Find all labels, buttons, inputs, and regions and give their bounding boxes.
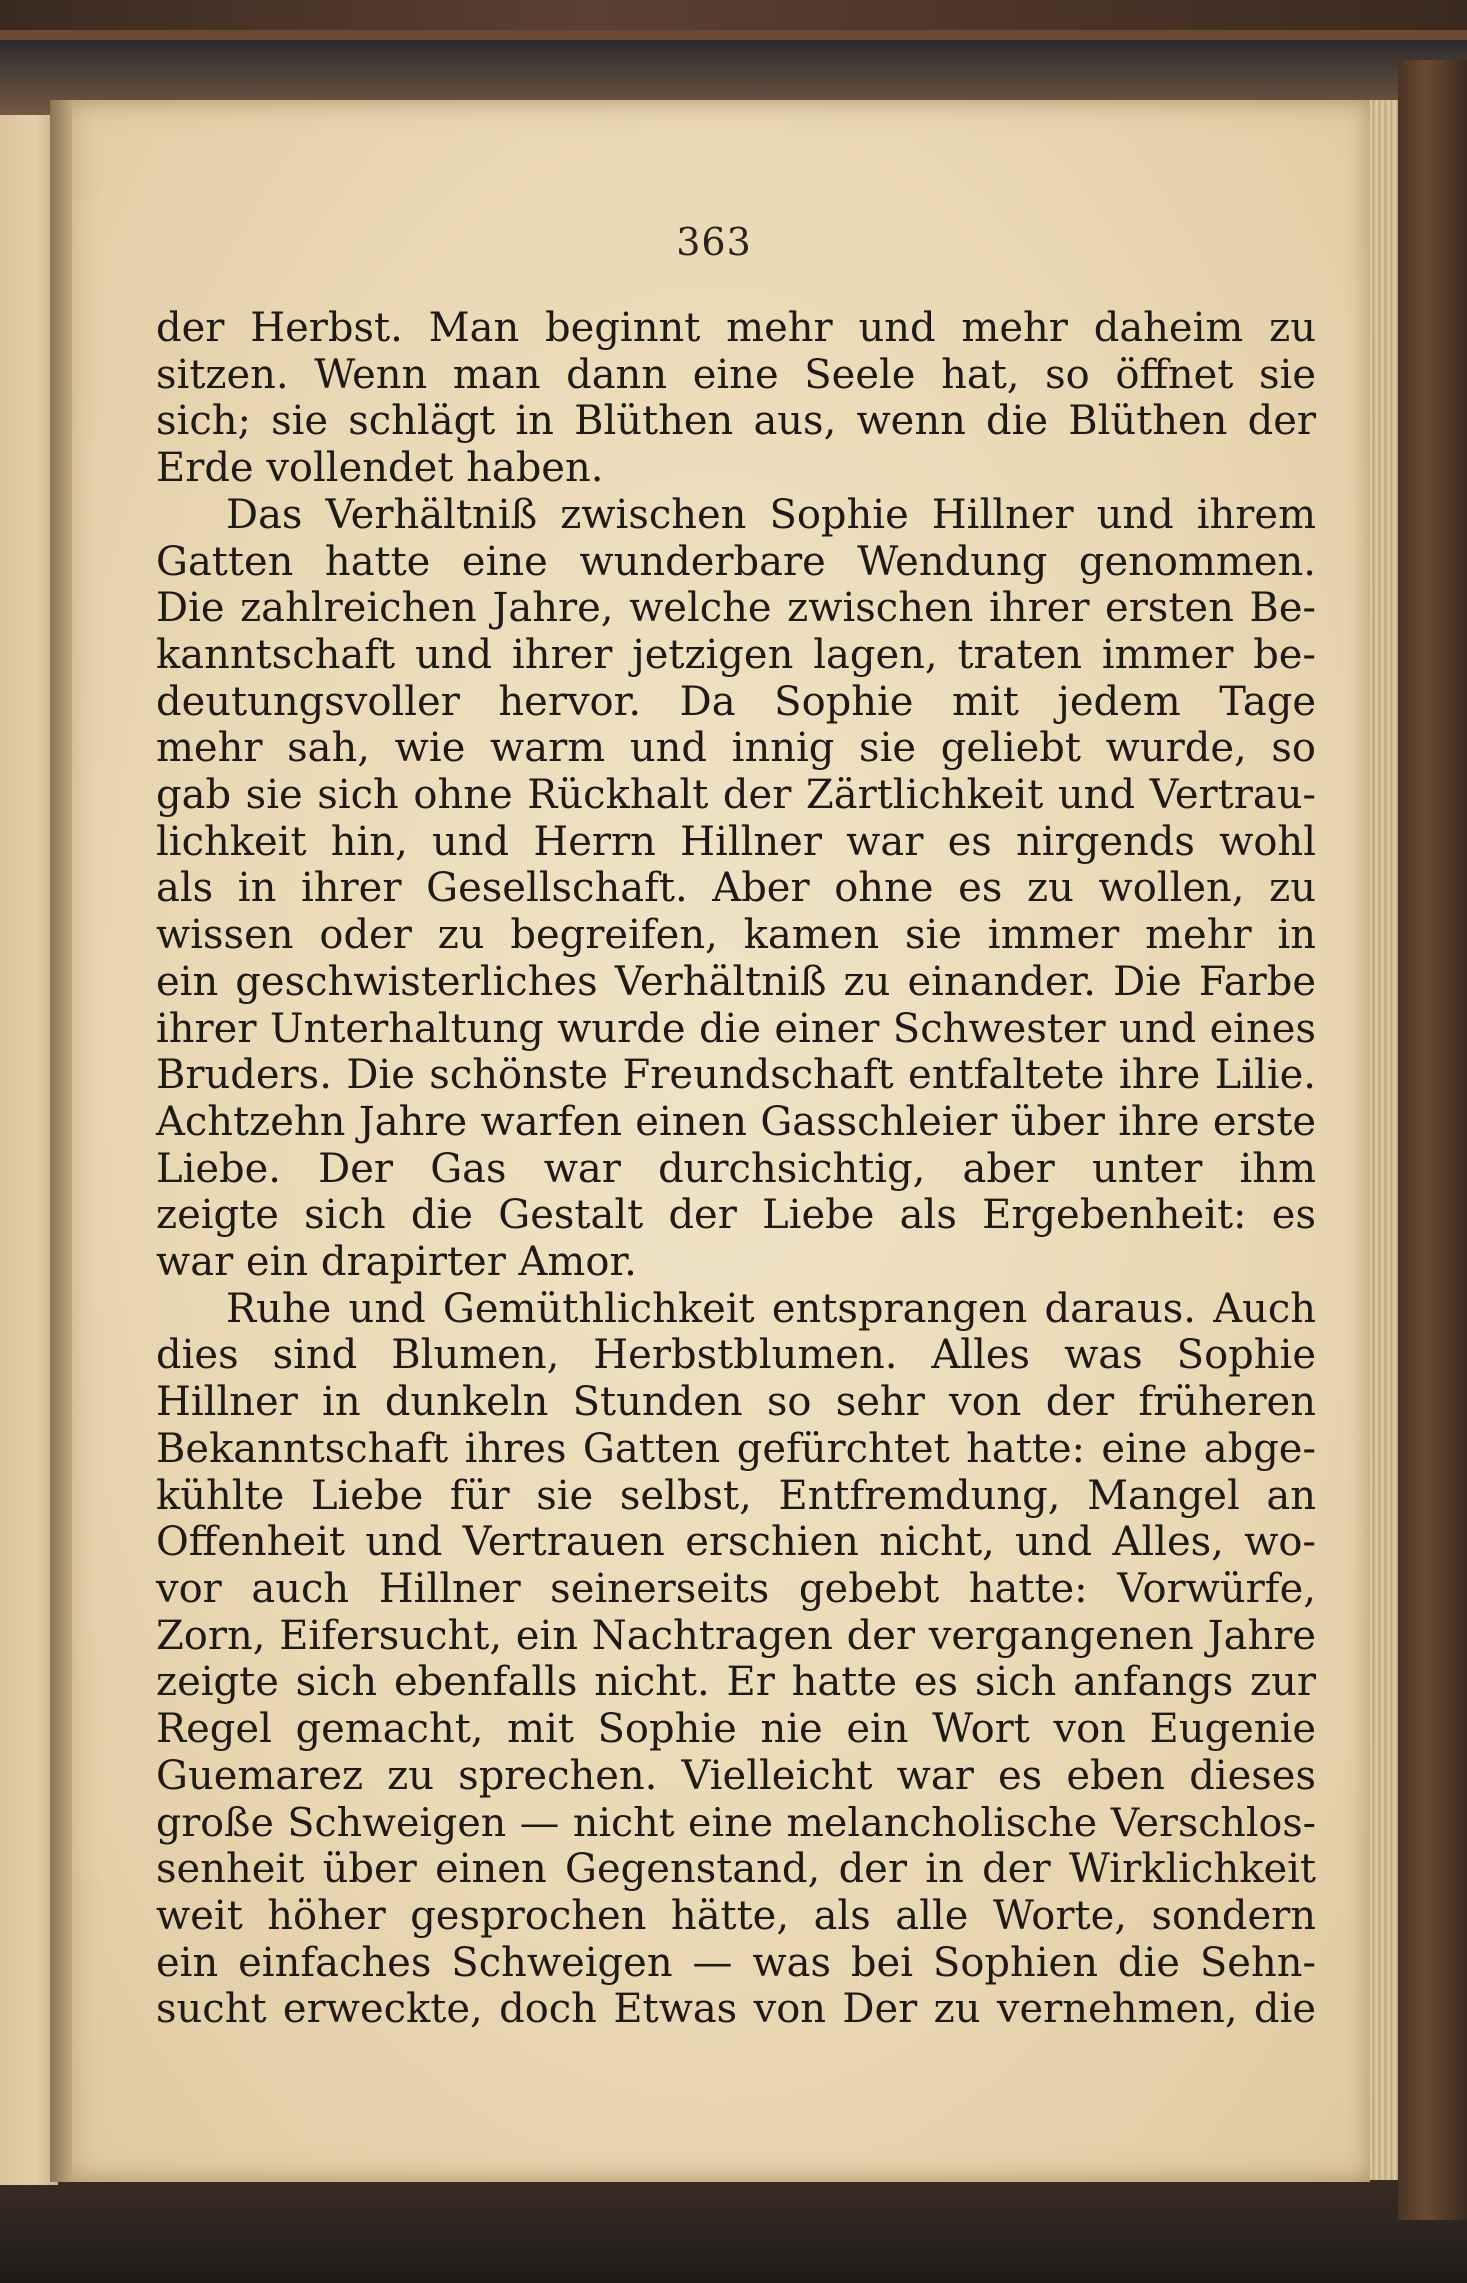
text-line: Hillner in dunkeln Stunden so sehr von der früheren: [156, 1379, 1316, 1426]
text-line: zeigte sich ebenfalls nicht. Er hatte es sich anfangs zur: [156, 1659, 1316, 1706]
paragraph-1: [156, 305, 1316, 492]
text-line: der Herbst. Man beginnt mehr und mehr daheim zu: [156, 305, 1316, 351]
paragraph-2: [156, 492, 1316, 1286]
text-line: Achtzehn Jahre warfen einen Gasschleier über ihre erste: [156, 1098, 1316, 1145]
text-line: Bruders. Die schönste Freundschaft entfaltete ihre Lilie.: [156, 1052, 1316, 1099]
text-line: Die zahlreichen Jahre, welche zwischen ihrer ersten Be-: [156, 585, 1316, 632]
text-line: lichkeit hin, und Herrn Hillner war es nirgends wohl: [156, 818, 1316, 865]
text-line: Bekanntschaft ihres Gatten gefürchtet hatte: eine abge-: [156, 1425, 1316, 1472]
text-line: mehr sah, wie warm und innig sie geliebt wurde, so: [156, 725, 1316, 772]
text-line: sitzen. Wenn man dann eine Seele hat, so öffnet sie: [156, 351, 1316, 398]
text-line: sich; sie schlägt in Blüthen aus, wenn die Blüthen der: [156, 398, 1316, 445]
text-line: ein einfaches Schweigen — was bei Sophien die Sehn-: [156, 1939, 1316, 1986]
cover-right-edge: [1398, 60, 1467, 2220]
body-text: [156, 305, 1316, 2033]
text-line: sucht erweckte, doch Etwas von Der zu vernehmen, die: [156, 1986, 1316, 2033]
paragraph-3: [156, 1286, 1316, 2033]
text-line: gab sie sich ohne Rückhalt der Zärtlichkeit und Vertrau-: [156, 772, 1316, 819]
text-line: Erde vollendet haben.: [156, 445, 604, 492]
text-line: ein geschwisterliches Verhältniß zu einander. Die Farbe: [156, 958, 1316, 1005]
text-line: deutungsvoller hervor. Da Sophie mit jedem Tage: [156, 678, 1316, 725]
text-line: Das Verhältniß zwischen Sophie Hillner und ihrem: [226, 491, 1316, 538]
page-stack-edge: [1368, 100, 1398, 2180]
text-line: Regel gemacht, mit Sophie nie ein Wort von Eugenie: [156, 1706, 1316, 1753]
text-line: Ruhe und Gemüthlichkeit entsprangen daraus. Auch: [226, 1285, 1316, 1332]
book-page: [58, 100, 1370, 2182]
text-line: Liebe. Der Gas war durchsichtig, aber unter ihm: [156, 1145, 1316, 1192]
text-line: war ein drapirter Amor.: [156, 1239, 637, 1286]
text-line: Offenheit und Vertrauen erschien nicht, und Alles, wo-: [156, 1519, 1316, 1566]
text-line: große Schweigen — nicht eine melancholische Verschlos-: [156, 1799, 1316, 1846]
text-line: zeigte sich die Gestalt der Liebe als Ergebenheit: es: [156, 1192, 1316, 1239]
text-line: vor auch Hillner seinerseits gebebt hatte: Vorwürfe,: [156, 1565, 1316, 1612]
text-line: dies sind Blumen, Herbstblumen. Alles was Sophie: [156, 1332, 1316, 1379]
text-line: kanntschaft und ihrer jetzigen lagen, traten immer be-: [156, 631, 1316, 678]
text-line: als in ihrer Gesellschaft. Aber ohne es zu wollen, zu: [156, 865, 1316, 912]
page-number: 363: [676, 220, 752, 264]
text-line: weit höher gesprochen hätte, als alle Worte, sondern: [156, 1892, 1316, 1939]
text-line: Gatten hatte eine wunderbare Wendung genommen.: [156, 538, 1316, 585]
text-line: Zorn, Eifersucht, ein Nachtragen der vergangenen Jahre: [156, 1612, 1316, 1659]
text-line: wissen oder zu begreifen, kamen sie immer mehr in: [156, 912, 1316, 959]
text-line: kühlte Liebe für sie selbst, Entfremdung, Mangel an: [156, 1472, 1316, 1519]
cover-bottom-edge: [0, 2175, 1467, 2283]
page-gutter: [50, 100, 72, 2182]
text-line: senheit über einen Gegenstand, der in der Wirklichkeit: [156, 1846, 1316, 1893]
text-line: ihrer Unterhaltung wurde die einer Schwester und eines: [156, 1005, 1316, 1052]
text-line: Guemarez zu sprechen. Vielleicht war es eben dieses: [156, 1752, 1316, 1799]
